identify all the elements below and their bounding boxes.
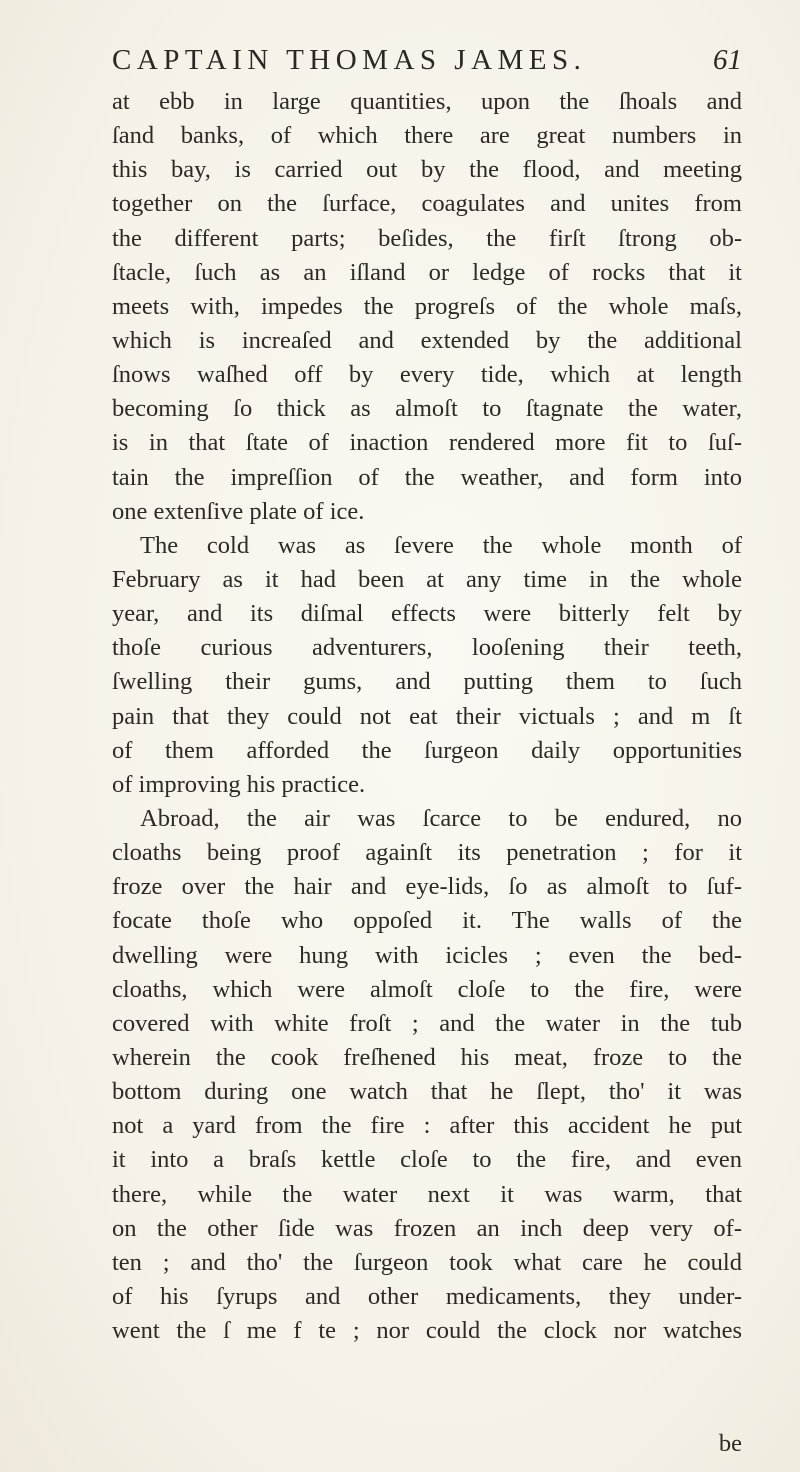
text-line: ſand banks, of which there are great numbers in xyxy=(112,122,742,150)
catchword: be xyxy=(718,1430,742,1457)
text-line: of improving his practice. xyxy=(112,770,366,798)
text-line: at ebb in large quantities, upon the ſhoals and xyxy=(112,88,742,115)
text-line: together on the ſurface, coagulates and unites from xyxy=(112,190,742,218)
text-line: the different parts; beſides, the firſt ſtrong ob- xyxy=(112,224,742,252)
text-line: which is increaſed and extended by the additional xyxy=(112,326,742,354)
text-line: on the other ſide was frozen an inch deep very of- xyxy=(112,1214,742,1242)
text-line: ten ; and tho' the ſurgeon took what care he could xyxy=(112,1248,742,1276)
text-line: this bay, is carried out by the flood, and meeting xyxy=(112,156,742,184)
text-line: it into a braſs kettle cloſe to the fire, and even xyxy=(112,1146,742,1174)
text-line: went the ſ me f te ; nor could the clock nor watches xyxy=(112,1317,742,1345)
text-line: froze over the hair and eye-lids, ſo as almoſt to ſuf- xyxy=(112,873,742,901)
running-head: CAPTAIN THOMAS JAMES. xyxy=(112,44,587,76)
text-line: ſwelling their gums, and putting them to ſuch xyxy=(112,668,742,696)
text-line: there, while the water next it was warm, that xyxy=(112,1180,742,1208)
text-line: becoming ſo thick as almoſt to ſtagnate the water, xyxy=(112,395,742,423)
text-line: of his ſyrups and other medicaments, they under- xyxy=(112,1282,742,1310)
text-line: meets with, impedes the progreſs of the whole maſs, xyxy=(112,292,742,320)
body-text xyxy=(112,85,742,1348)
text-line: Abroad, the air was ſcarce to be endured, no xyxy=(140,804,742,832)
text-line: not a yard from the fire : after this accident he put xyxy=(112,1112,742,1140)
text-line: tain the impreſſion of the weather, and form into xyxy=(112,463,742,491)
text-line: cloaths, which were almoſt cloſe to the fire, were xyxy=(112,975,742,1003)
page-number: 61 xyxy=(713,44,742,76)
text-line: one extenſive plate of ice. xyxy=(112,497,365,525)
text-line: cloaths being proof againſt its penetration ; for it xyxy=(112,839,742,867)
text-line: pain that they could not eat their victuals ; and m ſt xyxy=(112,702,742,730)
text-line: ſnows waſhed off by every tide, which at length xyxy=(112,361,742,389)
text-line: covered with white froſt ; and the water in the tub xyxy=(112,1009,742,1037)
text-line: wherein the cook freſhened his meat, froze to the xyxy=(112,1043,742,1071)
text-line: ſtacle, ſuch as an iſland or ledge of rocks that it xyxy=(112,258,742,286)
text-line: year, and its diſmal effects were bitterly felt by xyxy=(112,600,742,628)
text-line: is in that ſtate of inaction rendered more fit to ſuſ- xyxy=(112,429,742,457)
text-line: of them afforded the ſurgeon daily opportunities xyxy=(112,736,742,764)
text-line: dwelling were hung with icicles ; even the bed- xyxy=(112,941,742,969)
text-line: The cold was as ſevere the whole month of xyxy=(140,531,742,559)
text-line: focate thoſe who oppoſed it. The walls of the xyxy=(112,907,742,935)
text-line: thoſe curious adventurers, looſening their teeth, xyxy=(112,634,742,662)
text-line: bottom during one watch that he ſlept, tho' it was xyxy=(112,1078,742,1106)
text-line: February as it had been at any time in the whole xyxy=(112,565,742,593)
